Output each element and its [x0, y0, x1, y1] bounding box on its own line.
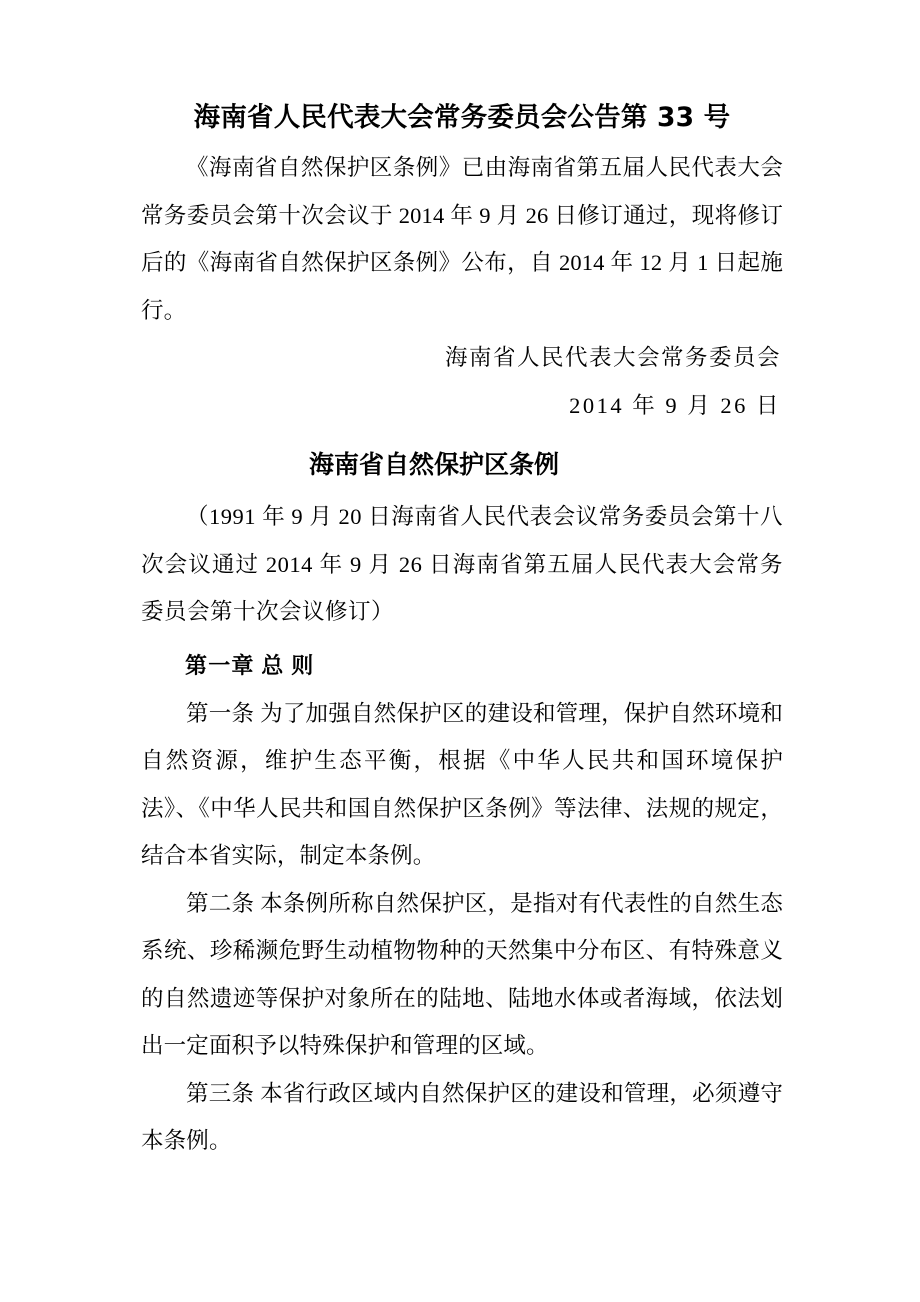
article-two-paragraph: 第二条 本条例所称自然保护区，是指对有代表性的自然生态系统、珍稀濒危野生动植物物种的天然集中分布区、有特殊意义的自然遗迹等保护对象所在的陆地、陆地水体或者海域，依法划出一定面积予以特殊保护和管理的区域。 [141, 890, 783, 1058]
signature-date: 2014 年 9 月 26 日 [569, 392, 781, 418]
article-three-paragraph: 第三条 本省行政区域内自然保护区的建设和管理，必须遵守本条例。 [141, 1080, 783, 1153]
signature-issuer: 海南省人民代表大会常务委员会 [444, 345, 781, 370]
announcement-title: 海南省人民代表大会常务委员会公告第 33 号 [193, 102, 731, 133]
enactment-note-paragraph: （1991 年 9 月 20 日海南省人民代表会议常务委员会第十八次会议通过 2014 年 9 月 26 日海南省第五届人民代表大会常务委员会第十次会议修订） [141, 504, 783, 624]
document-content [141, 96, 783, 1165]
article-one-paragraph: 第一条 为了加强自然保护区的建设和管理，保护自然环境和自然资源，维护生态平衡，根据《中华人民共和国环境保护法》、《中华人民共和国自然保护区条例》等法律、法规的规定，结合本省实际，制定本条例。 [141, 700, 783, 868]
chapter-one-heading: 第一章 总 则 [185, 652, 315, 678]
announcement-body-paragraph: 《海南省自然保护区条例》已由海南省第五届人民代表大会常务委员会第十次会议于 2014 年 9 月 26 日修订通过，现将修订后的《海南省自然保护区条例》公布，自 2014 年 12 月 1 日起施行。 [141, 155, 783, 323]
law-title: 海南省自然保护区条例 [308, 450, 559, 479]
